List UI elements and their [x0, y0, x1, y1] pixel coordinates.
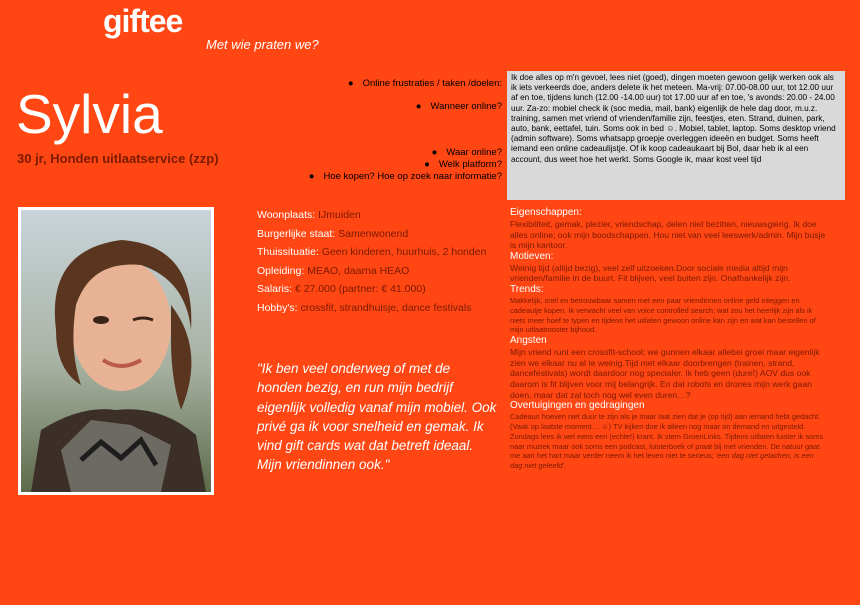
question-platform: ● Welk platform? [424, 159, 502, 170]
section-text-trends: Makkelijk, snel en betrouwbaar samen met een paar vriendinnen online geld inleggen en cadeautje kopen. Ik verwacht veel van voice controlled search; wat zou het heerlijk zijn als ik niets meer hoef te typen en tijdens het uitlaten gewoon online kan zijn en wat kan bestellen of mijn uitlaatrooster bijhoud. [510, 295, 816, 335]
section-heading-motieven: Motieven: [510, 250, 554, 262]
question-frustrations: ● Online frustraties / taken /doelen: [347, 78, 502, 89]
giftee-logo: giftee [103, 3, 183, 39]
bullet-icon: ● [431, 147, 438, 158]
persona-photo [18, 207, 214, 495]
persona-sections [510, 207, 828, 471]
bullet-icon: ● [308, 171, 315, 182]
section-heading-trends: Trends: [510, 283, 544, 295]
question-where-online: ● Waar online? [431, 147, 502, 158]
bullet-icon: ● [424, 159, 430, 170]
persona-name: Sylvia [16, 83, 163, 145]
section-text-motieven: Weinig tijd (altijd bezig), veel zelf uitzoeken.Door sociale media altijd mijn vrienden/familie in de buurt. Fit blijven, veel buiten zijn. Onafhankelijk zijn. [510, 262, 791, 284]
fact-burgerlijke-staat: Burgerlijke staat: Samenwonend [257, 227, 409, 240]
answers-box: Ik doe alles op m'n gevoel, lees niet (goed), dingen moeten gewoon gelijk werken ook als ik iets verkeerds doe, anders delete ik het meteen. Ma-vrij: 07.00-08.00 uur, tot 12.00 uur af en toe, tijdens lunch (12.00 -14.00 uur) tot 17.00 uur af en toe, 's avonds: 20.00 - 24.00 uur. Za-zo: mobiel check ik (soc media, mail, bank) eigenlijk de hele dag door, m.u.z. training, samen met vriend of vrienden/familie zijn, feestjes, eten. Strand, duinen, park, auto, bank, eettafel, tuin. Soms ook in bed ☺. Mobiel, tablet, laptop. Soms desktop vriend (admin software). Soms whatsapp groepje overleggen ideeën en budget. Soms heeft iemand een online cadeaulijstje. Of ik koop cadeaukaart bij Bol, daar heb ik al een account, dus weet hoe het werkt. Soms Google ik, maar kost veel tijd [507, 71, 845, 200]
fact-thuissituatie: Thuissituatie: Geen kinderen, huurhuis, 2 honden [257, 246, 487, 258]
section-text-eigenschappen: Flexibiliteit, gemak, plezier, vriendschap, delen niet bezitten, nieuwsgierig. Ik doe alles online; ook mijn boodschappen. Hou niet van veel leeswerk/admin. Mijn busje is mijn kantoor. [510, 219, 826, 251]
section-heading-angsten: Angsten [510, 335, 547, 347]
question-when-online: ● Wanneer online? [415, 101, 502, 112]
section-text-overtuigingen: Cadeaus hoeven niet duur te zijn als je maar laat zien dat je (op tijd) aan iemand hebt gedacht. (Vaak op laatste moment… ☺) TV kijken doe ik alleen nog maar on demand en uitgesteld. Zondags lees ik wel eens een (echte!) krant. Ik stem GroenLinks. Tijdens uitlaten luister ik soms naar muziek maar ook soms een podcast, luisterboek of praat bij met vrienden. De natuur gaat me aan het hart maar verder neem ik het leven niet te serieus; 'een dag niet gelachen, is een dag niet geleefd'. [510, 412, 824, 471]
fact-salaris: Salaris: € 27.000 (partner: € 41.000) [257, 283, 426, 295]
tagline: Met wie praten we? [206, 37, 319, 52]
section-text-angsten: Mijn vriend runt een crossfit-school; we gunnen elkaar allebei groei maar eigenlijk zien we elkaar nu al te weinig.Tijd met elkaar doorbrengen (trainen, strand, dancefestivals) wordt daardoor nog specialer. Ik heb geen (dure!) AOV dus ook daarom is fit blijven voor mij belangrijk. En dat robots en drones mijn werk gaan doen, maar dat zal toch nog wel even duren…? [510, 347, 820, 400]
section-heading-eigenschappen: Eigenschappen: [510, 207, 582, 218]
section-heading-overtuigingen: Overtuigingen en gedragingen [510, 400, 645, 412]
portrait-image [21, 210, 211, 492]
fact-woonplaats: Woonplaats: IJmuiden [257, 209, 361, 221]
question-how-buy: ● Hoe kopen? Hoe op zoek naar informatie? [308, 171, 502, 182]
persona-facts [257, 206, 497, 317]
persona-subtitle: 30 jr, Honden uitlaatservice (zzp) [17, 151, 219, 166]
persona-quote: "Ik ben veel onderweg of met de honden bezig, en run mijn bedrijf eigenlijk volledig vanaf mijn mobiel. Ook privé ga ik voor snelheid en gemak. Ik vind gift cards wat dat betreft ideaal. Mijn vriendinnen ook." [257, 361, 497, 473]
fact-hobbys: Hobby's: crossfit, strandhuisje, dance festivals [257, 301, 472, 314]
fact-opleiding: Opleiding: MEAO, daarna HEAO [257, 264, 410, 277]
bullet-icon: ● [415, 101, 422, 112]
bullet-icon: ● [347, 78, 354, 89]
